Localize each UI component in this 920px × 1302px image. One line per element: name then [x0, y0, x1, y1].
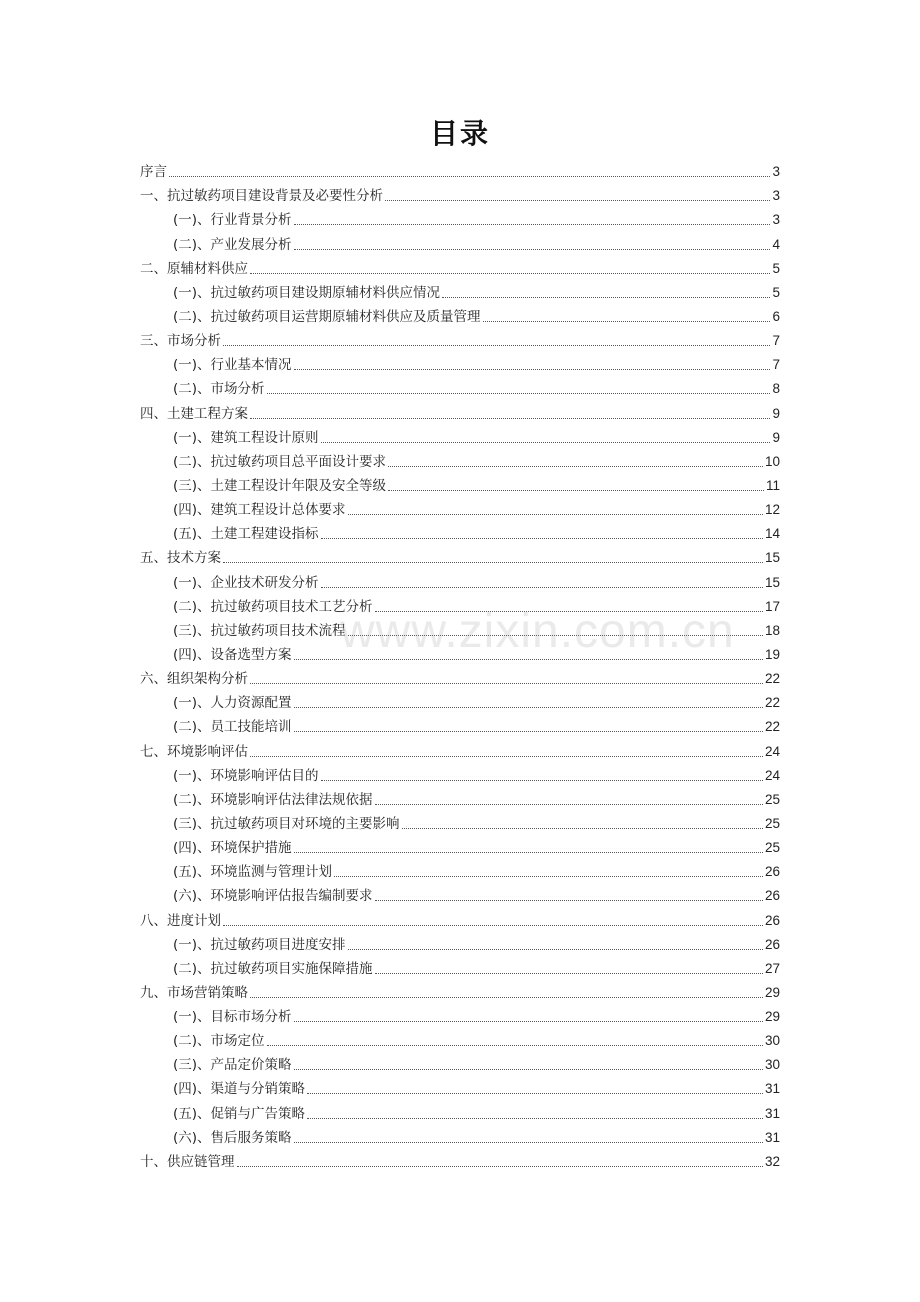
- toc-title: 目录: [429, 117, 490, 150]
- toc-entry[interactable]: [140, 570, 780, 594]
- toc-page-number: 5: [772, 284, 780, 300]
- toc-dot-leader: [169, 175, 770, 177]
- toc-entry[interactable]: [140, 933, 780, 957]
- toc-page-number: 10: [764, 453, 780, 469]
- toc-dot-leader: [294, 1020, 763, 1022]
- toc-entry-label: (六)、环境影响评估报告编制要求: [173, 888, 373, 905]
- toc-entry[interactable]: [140, 643, 780, 667]
- toc-page-number: 3: [772, 164, 780, 180]
- toc-page-number: 4: [772, 236, 780, 252]
- toc-entry[interactable]: [140, 208, 780, 232]
- toc-dot-leader: [375, 610, 763, 612]
- toc-page-number: 24: [764, 743, 780, 759]
- toc-dot-leader: [388, 465, 763, 467]
- toc-page-number: 22: [764, 671, 780, 687]
- toc-dot-leader: [250, 682, 763, 684]
- toc-entry[interactable]: [140, 715, 780, 739]
- toc-dot-leader: [348, 634, 763, 636]
- toc-entry[interactable]: [140, 1077, 780, 1101]
- toc-entry-label: 四、土建工程方案: [140, 405, 248, 422]
- toc-page-number: 25: [764, 840, 780, 856]
- toc-dot-leader: [375, 972, 763, 974]
- toc-dot-leader: [223, 561, 763, 563]
- toc-page-number: 7: [772, 333, 780, 349]
- toc-page-number: 22: [764, 719, 780, 735]
- toc-dot-leader: [250, 272, 770, 274]
- toc-dot-leader: [267, 392, 771, 394]
- toc-dot-leader: [237, 1165, 763, 1167]
- toc-entry[interactable]: [140, 184, 780, 208]
- toc-entry-label: (三)、产品定价策略: [173, 1057, 292, 1074]
- toc-entry-label: (二)、环境影响评估法律法规依据: [173, 791, 373, 808]
- toc-entry-label: (一)、人力资源配置: [173, 695, 292, 712]
- toc-entry-label: (一)、建筑工程设计原则: [173, 429, 319, 446]
- toc-entry-label: 十、供应链管理: [140, 1153, 235, 1170]
- toc-page-number: 29: [764, 1009, 780, 1025]
- toc-dot-leader: [294, 730, 763, 732]
- toc-dot-leader: [307, 1092, 763, 1094]
- toc-entry-label: 五、技术方案: [140, 550, 221, 567]
- toc-entry-label: 九、市场营销策略: [140, 984, 248, 1001]
- toc-entry-label: (二)、抗过敏药项目技术工艺分析: [173, 598, 373, 615]
- toc-entry[interactable]: [140, 1126, 780, 1150]
- toc-dot-leader: [334, 875, 763, 877]
- toc-page-number: 9: [772, 405, 780, 421]
- toc-dot-leader: [294, 851, 763, 853]
- toc-entry-label: (三)、抗过敏药项目技术流程: [173, 622, 346, 639]
- toc-entry[interactable]: [140, 305, 780, 329]
- toc-entry[interactable]: [140, 691, 780, 715]
- toc-dot-leader: [294, 658, 763, 660]
- toc-page-number: 26: [764, 864, 780, 880]
- toc-dot-leader: [294, 223, 771, 225]
- toc-entry[interactable]: [140, 812, 780, 836]
- toc-dot-leader: [294, 1068, 763, 1070]
- toc-dot-leader: [294, 248, 771, 250]
- toc-page-number: 24: [764, 767, 780, 783]
- toc-dot-leader: [375, 899, 763, 901]
- toc-entry[interactable]: [140, 619, 780, 643]
- toc-entry[interactable]: [140, 667, 780, 691]
- toc-page-number: 25: [764, 815, 780, 831]
- toc-page-number: 31: [764, 1081, 780, 1097]
- toc-entry[interactable]: [140, 1101, 780, 1125]
- toc-entry-label: (五)、促销与广告策略: [173, 1105, 306, 1122]
- toc-entry[interactable]: [140, 232, 780, 256]
- toc-page-number: 3: [772, 188, 780, 204]
- toc-entry-label: (一)、目标市场分析: [173, 1009, 292, 1026]
- toc-entry[interactable]: [140, 1053, 780, 1077]
- toc-entry[interactable]: [140, 450, 780, 474]
- toc-page-number: 22: [764, 695, 780, 711]
- toc-page-number: 26: [764, 936, 780, 952]
- toc-entry-label: (一)、企业技术研发分析: [173, 574, 319, 591]
- toc-dot-leader: [223, 924, 763, 926]
- toc-entry-label: (一)、行业背景分析: [173, 212, 292, 229]
- toc-entry-label: (二)、市场分析: [173, 381, 265, 398]
- toc-entry[interactable]: [140, 860, 780, 884]
- toc-entry-label: 六、组织架构分析: [140, 671, 248, 688]
- toc-entry-label: (一)、环境影响评估目的: [173, 767, 319, 784]
- toc-page-number: 19: [764, 646, 780, 662]
- toc-page-number: 25: [764, 791, 780, 807]
- toc-entry[interactable]: [140, 739, 780, 763]
- toc-dot-leader: [250, 996, 763, 998]
- toc-entry[interactable]: [140, 426, 780, 450]
- toc-entry-label: (二)、抗过敏药项目实施保障措施: [173, 960, 373, 977]
- toc-entry[interactable]: [140, 1029, 780, 1053]
- toc-page-number: 30: [764, 1033, 780, 1049]
- toc-entry[interactable]: [140, 957, 780, 981]
- toc-entry-label: (四)、建筑工程设计总体要求: [173, 502, 346, 519]
- toc-page-number: 31: [764, 1129, 780, 1145]
- toc-page-number: 6: [772, 308, 780, 324]
- toc-entry[interactable]: [140, 257, 780, 281]
- toc-entry-label: (五)、环境监测与管理计划: [173, 864, 333, 881]
- toc-entry-label: (四)、环境保护措施: [173, 840, 292, 857]
- toc-entry-label: 八、进度计划: [140, 912, 221, 929]
- toc-page-number: 3: [772, 212, 780, 228]
- toc-page-number: 15: [764, 550, 780, 566]
- toc-entry[interactable]: [140, 884, 780, 908]
- toc-dot-leader: [223, 344, 770, 346]
- toc-dot-leader: [250, 417, 770, 419]
- toc-entry[interactable]: [140, 329, 780, 353]
- toc-entry-label: 三、市场分析: [140, 333, 221, 350]
- toc-entry[interactable]: [140, 595, 780, 619]
- toc-page-number: 14: [764, 526, 780, 542]
- toc-dot-leader: [321, 586, 763, 588]
- toc-entry-label: (三)、土建工程设计年限及安全等级: [173, 477, 387, 494]
- toc-entry[interactable]: [140, 160, 780, 184]
- toc-entry[interactable]: [140, 1005, 780, 1029]
- toc-entry[interactable]: [140, 498, 780, 522]
- toc-dot-leader: [250, 755, 763, 757]
- toc-entry[interactable]: [140, 474, 780, 498]
- toc-dot-leader: [388, 489, 764, 491]
- toc-page-number: 15: [764, 574, 780, 590]
- toc-list: [140, 160, 780, 1174]
- toc-entry[interactable]: [140, 764, 780, 788]
- toc-page-number: 12: [764, 502, 780, 518]
- toc-entry[interactable]: [140, 281, 780, 305]
- toc-page-number: 32: [764, 1153, 780, 1169]
- toc-entry[interactable]: [140, 377, 780, 401]
- toc-dot-leader: [321, 441, 771, 443]
- toc-entry-label: (二)、抗过敏药项目总平面设计要求: [173, 453, 387, 470]
- toc-dot-leader: [294, 368, 771, 370]
- toc-entry[interactable]: [140, 522, 780, 546]
- watermark: www.zixin.com.cn: [340, 605, 735, 658]
- toc-dot-leader: [294, 1141, 763, 1143]
- toc-page-number: 26: [764, 888, 780, 904]
- toc-dot-leader: [402, 827, 763, 829]
- toc-entry-label: (二)、产业发展分析: [173, 236, 292, 253]
- toc-page-number: 8: [772, 381, 780, 397]
- toc-page-number: 18: [764, 622, 780, 638]
- toc-entry-label: (一)、行业基本情况: [173, 357, 292, 374]
- toc-entry-label: 一、抗过敏药项目建设背景及必要性分析: [140, 188, 383, 205]
- toc-entry-label: (二)、员工技能培训: [173, 719, 292, 736]
- toc-page-number: 7: [772, 357, 780, 373]
- toc-entry-label: (五)、土建工程建设指标: [173, 526, 319, 543]
- toc-dot-leader: [294, 706, 763, 708]
- toc-entry-label: 序言: [140, 164, 167, 181]
- toc-entry-label: (四)、渠道与分销策略: [173, 1081, 306, 1098]
- toc-page-number: 5: [772, 260, 780, 276]
- toc-entry[interactable]: [140, 981, 780, 1005]
- toc-page-number: 26: [764, 912, 780, 928]
- toc-dot-leader: [348, 948, 763, 950]
- toc-dot-leader: [321, 779, 763, 781]
- toc-entry-label: (一)、抗过敏药项目进度安排: [173, 936, 346, 953]
- toc-entry[interactable]: [140, 788, 780, 812]
- toc-entry-label: (二)、市场定位: [173, 1033, 265, 1050]
- toc-page-number: 31: [764, 1105, 780, 1121]
- toc-entry[interactable]: [140, 1150, 780, 1174]
- toc-entry-label: (一)、抗过敏药项目建设期原辅材料供应情况: [173, 284, 441, 301]
- toc-entry[interactable]: [140, 836, 780, 860]
- toc-page-number: 29: [764, 984, 780, 1000]
- toc-entry[interactable]: [140, 353, 780, 377]
- toc-entry-label: (二)、抗过敏药项目运营期原辅材料供应及质量管理: [173, 308, 481, 325]
- toc-entry-label: (六)、售后服务策略: [173, 1129, 292, 1146]
- toc-entry-label: 二、原辅材料供应: [140, 260, 248, 277]
- toc-entry[interactable]: [140, 908, 780, 932]
- toc-page-number: 27: [764, 960, 780, 976]
- toc-dot-leader: [307, 1117, 763, 1119]
- toc-dot-leader: [442, 296, 770, 298]
- toc-page-number: 9: [772, 429, 780, 445]
- toc-entry-label: (三)、抗过敏药项目对环境的主要影响: [173, 815, 400, 832]
- toc-dot-leader: [267, 1044, 763, 1046]
- toc-dot-leader: [321, 537, 763, 539]
- toc-entry-label: 七、环境影响评估: [140, 743, 248, 760]
- toc-entry[interactable]: [140, 401, 780, 425]
- toc-dot-leader: [483, 320, 771, 322]
- toc-dot-leader: [375, 803, 763, 805]
- toc-page-number: 11: [765, 477, 780, 493]
- toc-entry-label: (四)、设备选型方案: [173, 646, 292, 663]
- toc-dot-leader: [348, 513, 763, 515]
- toc-dot-leader: [385, 199, 770, 201]
- toc-page-number: 17: [764, 598, 780, 614]
- toc-page-number: 30: [764, 1057, 780, 1073]
- toc-entry[interactable]: [140, 546, 780, 570]
